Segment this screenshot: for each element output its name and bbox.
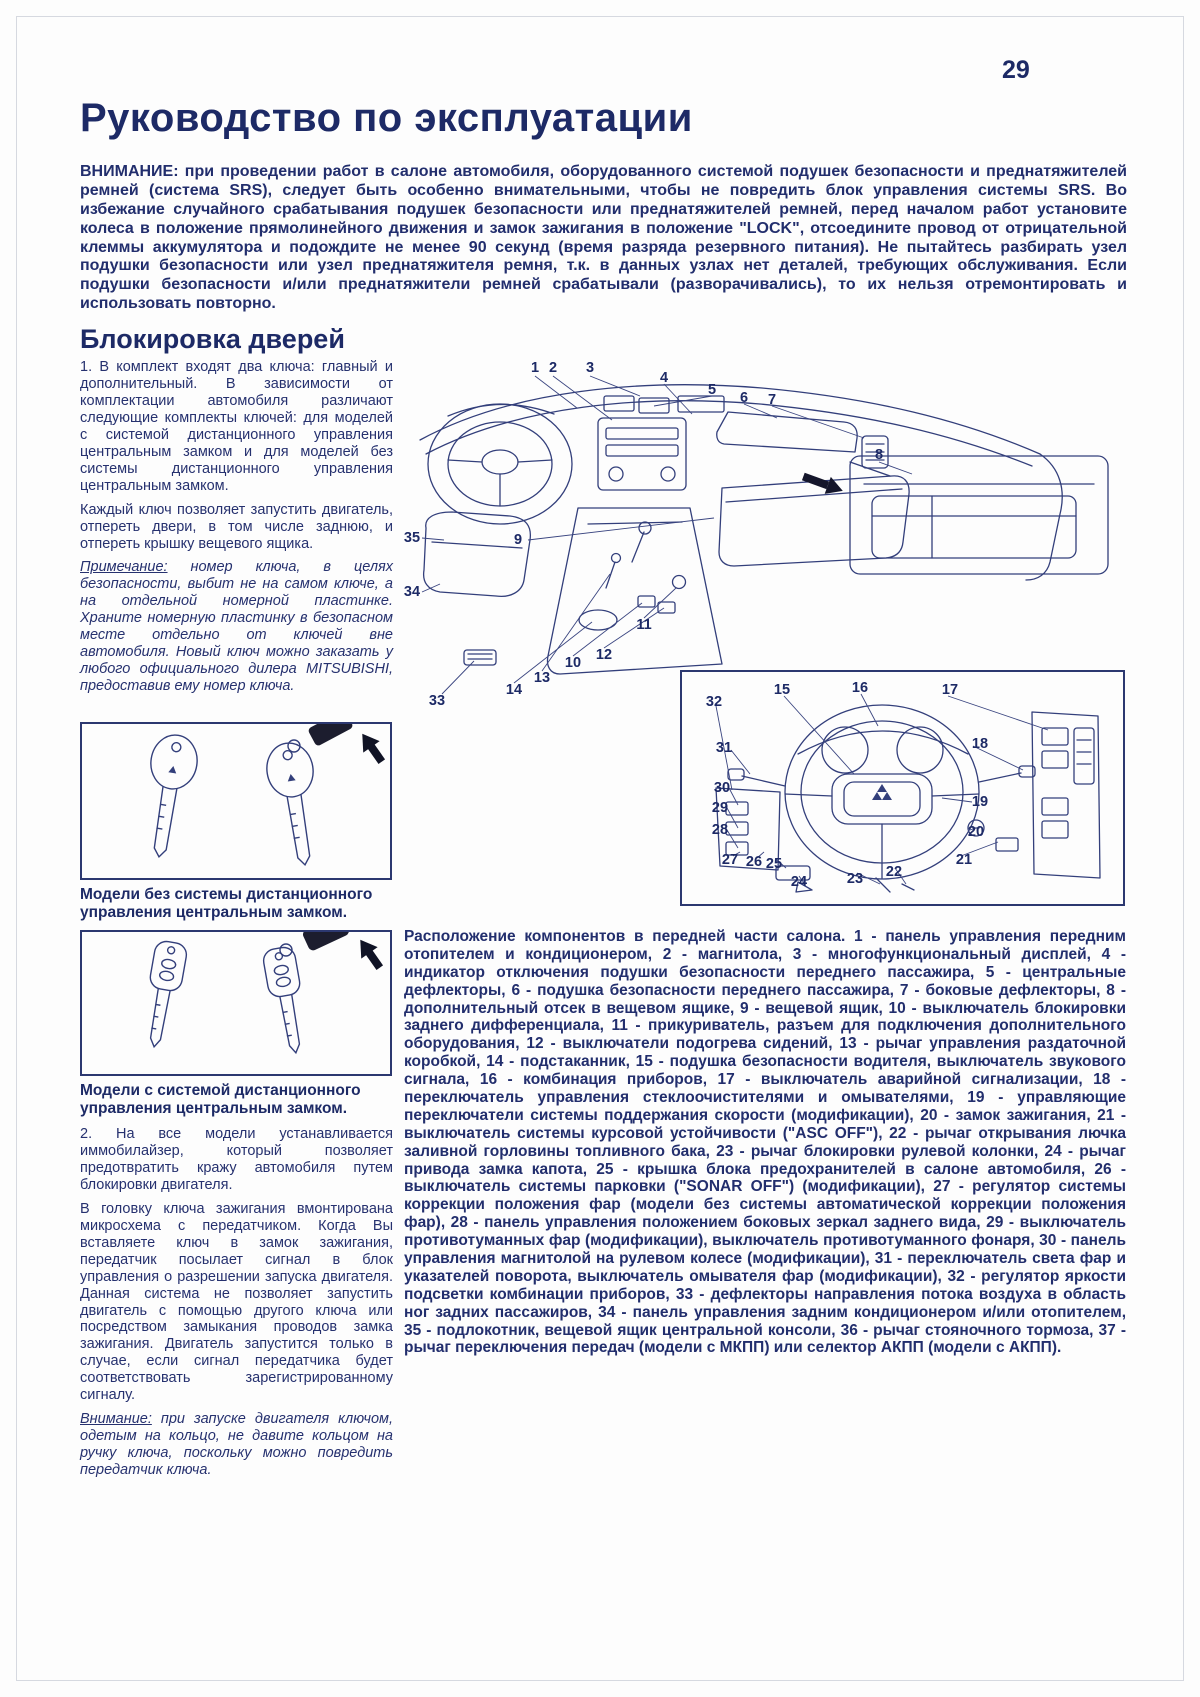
warning-paragraph-2	[80, 1411, 393, 1479]
warning-paragraph: ВНИМАНИЕ: при проведении работ в салоне автомобиля, оборудованного системой подушек безопасности и преднатяжителей ремней (система SRS), следует быть особенно внимательными, чтобы не повредить блок управления системы SRS. Во избежание случайного срабатывания подушек безопасности или преднатяжителей ремней, перед началом работ установите колеса в положение прямолинейного движения и замок зажигания в положение "LOCK", отсоедините провод от отрицательной клеммы аккумулятора и подождите не менее 90 секунд (время разряда резервного питания). Не пытайтесь разбирать узел подушки безопасности или узел преднатяжителя ремня, т.к. в данных узлах нет деталей, требующих обслуживания. Если подушки безопасности и/или преднатяжители ремней срабатывали (разворачивались), то их нельзя отремонтировать и использовать повторно.	[80, 163, 1127, 313]
key-tag	[307, 724, 353, 747]
diagram-callout-25: 25	[765, 855, 783, 872]
paragraph-keys-2: Каждый ключ позволяет запустить двигатель, отпереть двери, в том числе заднюю, и отпереть крышку вещевого ящика.	[80, 501, 393, 552]
keys-figure-no-remote	[80, 722, 392, 880]
keys-remote-art	[82, 932, 390, 1074]
paragraph-keys-1: 1. В комплект входят два ключа: главный и дополнительный. В зависимости от комплектации автомобиля различают следующие комплекты ключей: для моделей с системой дистанционного управления центральным замком и для моделей без системы дистанционного управления центральным замком.	[80, 359, 393, 494]
diagram-callout-32: 32	[705, 693, 723, 710]
left-column-lower	[80, 1126, 393, 1486]
diagram-callout-5: 5	[707, 381, 717, 398]
diagram-callout-17: 17	[941, 681, 959, 698]
diagram-callout-15: 15	[773, 681, 791, 698]
steering-callout-layer	[682, 672, 1123, 904]
dashboard-diagram	[392, 356, 1132, 708]
left-column-upper	[80, 359, 393, 702]
key-illustration	[263, 740, 328, 869]
note-label: Примечание:	[80, 559, 168, 576]
diagram-callout-23: 23	[846, 870, 864, 887]
components-caption: Расположение компонентов в передней части салона. 1 - панель управления передним отопителем и кондиционером, 2 - магнитола, 3 - многофункциональный дисплей, 4 - индикатор отключения подушки безопасности переднего пассажира, 5 - центральные дефлекторы, 6 - подушка безопасности переднего пассажира, 7 - боковые дефлекторы, 8 - дополнительный отсек в вещевом ящике, 9 - вещевой ящик, 10 - выключатель блокировки заднего дифференциала, 11 - прикуриватель, разъем для подключения дополнительного оборудования, 12 - выключатели подогрева сидений, 13 - рычаг управления раздаточной коробкой, 14 - подстаканник, 15 - подушка безопасности водителя, выключатель звукового сигнала, 16 - комбинация приборов, 17 - выключатель аварийной сигнализации, 18 - переключатель управления стеклоочистителями и омывателями, 19 - управляющие переключатели системы поддержания скорости (модификации), 20 - замок зажигания, 21 - выключатель системы курсовой устойчивости ("ASC OFF"), 22 - рычаг открывания лючка заливной горловины топливного бака, 23 - рычаг блокировки рулевой колонки, 24 - рычаг привода замка капота, 25 - крышка блока предохранителей в салоне автомобиля, 26 - выключатель системы парковки ("SONAR OFF") (модификации), 27 - регулятор системы коррекции положения фар (модели без системы автоматической коррекции положения фар), 28 - панель управления положением боковых зеркал заднего вида, 29 - выключатель противотуманных фар (модификации), выключатель противотуманного фонаря, 30 - панель управления магнитолой на рулевом колесе (модификации), 31 - переключатель света фар и указателей поворота, выключатель омывателя фар (модификации), 32 - регулятор яркости подсветки комбинации приборов, 33 - дефлекторы направления потока воздуха в область ног задних пассажиров, 34 - панель управления задним кондиционером и/или отопителем, 35 - подлокотник, вещевой ящик центральной консоли, 36 - рычаг стояночного тормоза, 37 - рычаг переключения передач (модели с МКПП) или селектор АКПП (модели с АКПП).	[404, 928, 1126, 1357]
diagram-callout-4: 4	[659, 369, 669, 386]
diagram-callout-21: 21	[955, 851, 973, 868]
diagram-callout-29: 29	[711, 799, 729, 816]
diagram-callout-12: 12	[595, 646, 613, 663]
key-fob	[301, 932, 350, 952]
steering-diagram	[680, 670, 1125, 906]
page-title: Руководство по эксплуатации	[80, 96, 693, 140]
diagram-callout-19: 19	[971, 793, 989, 810]
diagram-callout-28: 28	[711, 821, 729, 838]
warning2-text: при запуске двигателя ключом, одетым на кольцо, не давите кольцом на ручку ключа, поскольку можно повредить передатчик ключа.	[80, 1411, 393, 1479]
dashboard-callout-layer	[392, 356, 1132, 708]
diagram-callout-11: 11	[636, 616, 652, 633]
note-paragraph	[80, 559, 393, 695]
remote-key-illustration	[138, 940, 188, 1050]
diagram-callout-10: 10	[564, 654, 582, 671]
diagram-callout-7: 7	[767, 391, 777, 408]
diagram-callout-27: 27	[721, 851, 739, 868]
keys-figure-remote	[80, 930, 392, 1076]
diagram-callout-31: 31	[715, 739, 733, 756]
warning2-label: Внимание:	[80, 1411, 152, 1428]
diagram-callout-9: 9	[513, 531, 523, 548]
diagram-callout-6: 6	[739, 389, 749, 406]
diagram-callout-35: 35	[403, 529, 421, 546]
diagram-callout-22: 22	[885, 863, 903, 880]
keys-no-remote-art	[82, 724, 390, 878]
arrow-icon	[352, 934, 388, 973]
page-number: 29	[1002, 56, 1030, 84]
diagram-callout-8: 8	[874, 446, 884, 463]
diagram-callout-20: 20	[967, 823, 985, 840]
diagram-callout-3: 3	[585, 359, 595, 376]
diagram-callout-1: 1	[530, 359, 540, 376]
paragraph-immobilizer-2: В головку ключа зажигания вмонтирована микросхема с передатчиком. Когда Вы вставляете ключ в замок зажигания, передатчик посылает сигнал в блок управления о разрешении запуска двигателя. Данная система не позволяет запустить двигатель с помощью другого ключа или посредством замыкания проводов замка зажигания. Двигатель запустится только в случае, если сигнал передатчика будет соответствовать зарегистрированному сигналу.	[80, 1200, 393, 1404]
note-text: номер ключа, в целях безопасности, выбит не на самом ключе, а на отдельной номерной пластинке. Храните номерную пластинку в безопасном месте отдельно от ключей вне автомобиля. Новый ключ можно заказать у любого официального дилера MITSUBISHI, предоставив ему номер ключа.	[80, 559, 393, 695]
diagram-callout-30: 30	[713, 779, 731, 796]
remote-key-illustration	[262, 946, 312, 1056]
diagram-callout-24: 24	[790, 873, 808, 890]
diagram-callout-2: 2	[548, 359, 558, 376]
keys-figure-caption-2: Модели с системой дистанционного управления центральным замком.	[80, 1082, 361, 1118]
section-heading: Блокировка дверей	[80, 324, 345, 354]
diagram-callout-34: 34	[403, 583, 421, 600]
keys-figure-caption-1: Модели без системы дистанционного управления центральным замком.	[80, 886, 373, 922]
diagram-callout-26: 26	[745, 853, 763, 870]
paragraph-immobilizer-1: 2. На все модели устанавливается иммобилайзер, который позволяет предотвратить кражу автомобиля путем блокировки двигателя.	[80, 1126, 393, 1193]
diagram-callout-18: 18	[971, 735, 989, 752]
diagram-callout-16: 16	[851, 679, 869, 696]
diagram-callout-13: 13	[533, 669, 551, 686]
key-illustration	[136, 732, 201, 861]
diagram-callout-33: 33	[428, 692, 446, 709]
diagram-callout-14: 14	[505, 681, 523, 698]
arrow-icon	[354, 728, 390, 767]
